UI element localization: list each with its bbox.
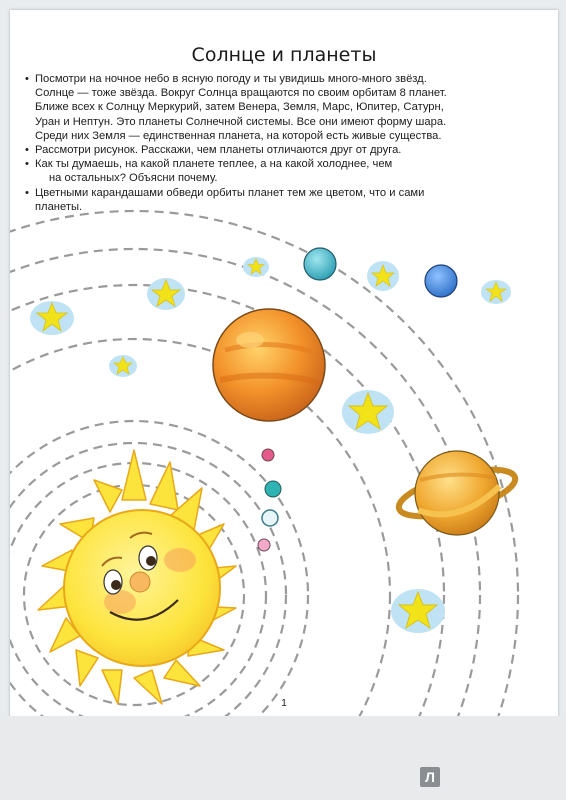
solar-system-illustration (10, 10, 558, 716)
planet-saturn (394, 451, 519, 535)
text-line: на остальных? Объясни почему. (49, 172, 218, 185)
workbook-page (10, 10, 558, 716)
planet-jupiter (213, 309, 325, 421)
scan-margin (0, 716, 566, 800)
star-icon (481, 280, 511, 304)
bullet: • (25, 73, 29, 85)
text-line: Посмотри на ночное небо в ясную погоду и ты увидишь много-много звёзд. (35, 73, 427, 85)
star-icon (109, 355, 137, 377)
text-line: Среди них Земля — единственная планета, на которой есть живые существа. (35, 129, 442, 142)
labirint-logo-icon: Л (420, 767, 440, 787)
planet-mercury (262, 449, 274, 461)
sun-illustration (38, 450, 236, 704)
text-line: Цветными карандашами обведи орбиты планет тем же цветом, что и сами (35, 186, 425, 199)
page-title: Солнце и планеты (191, 44, 377, 66)
text-line: Уран и Нептун. Это планеты Солнечной системы. Все они имеют форму шара. (35, 115, 447, 128)
bullet: • (25, 158, 29, 171)
star-icon (342, 390, 394, 434)
text-line: Рассмотри рисунок. Расскажи, чем планеты отличаются друг от друга. (35, 144, 402, 157)
star-icon (391, 589, 445, 633)
text-line: Солнце — тоже звёзда. Вокруг Солнца вращаются по своим орбитам 8 планет. (35, 87, 447, 100)
planet-mars (258, 539, 270, 551)
text-line: планеты. (35, 200, 83, 213)
planet-venus (265, 481, 281, 497)
planet-uranus (304, 248, 336, 280)
star-icon (243, 257, 269, 277)
bullet: • (25, 144, 29, 157)
bullet: • (25, 186, 29, 199)
star-icon (30, 301, 74, 335)
planet-earth (262, 510, 278, 526)
star-icon (147, 278, 185, 310)
text-line: Как ты думаешь, на какой планете теплее, а на какой холоднее, чем (35, 158, 393, 171)
star-icon (367, 261, 399, 291)
planet-neptune (425, 265, 457, 297)
page-number: 1 (281, 698, 287, 709)
text-line: Ближе всех к Солнцу Меркурий, затем Венера, Земля, Марс, Юпитер, Сатурн, (35, 101, 444, 114)
